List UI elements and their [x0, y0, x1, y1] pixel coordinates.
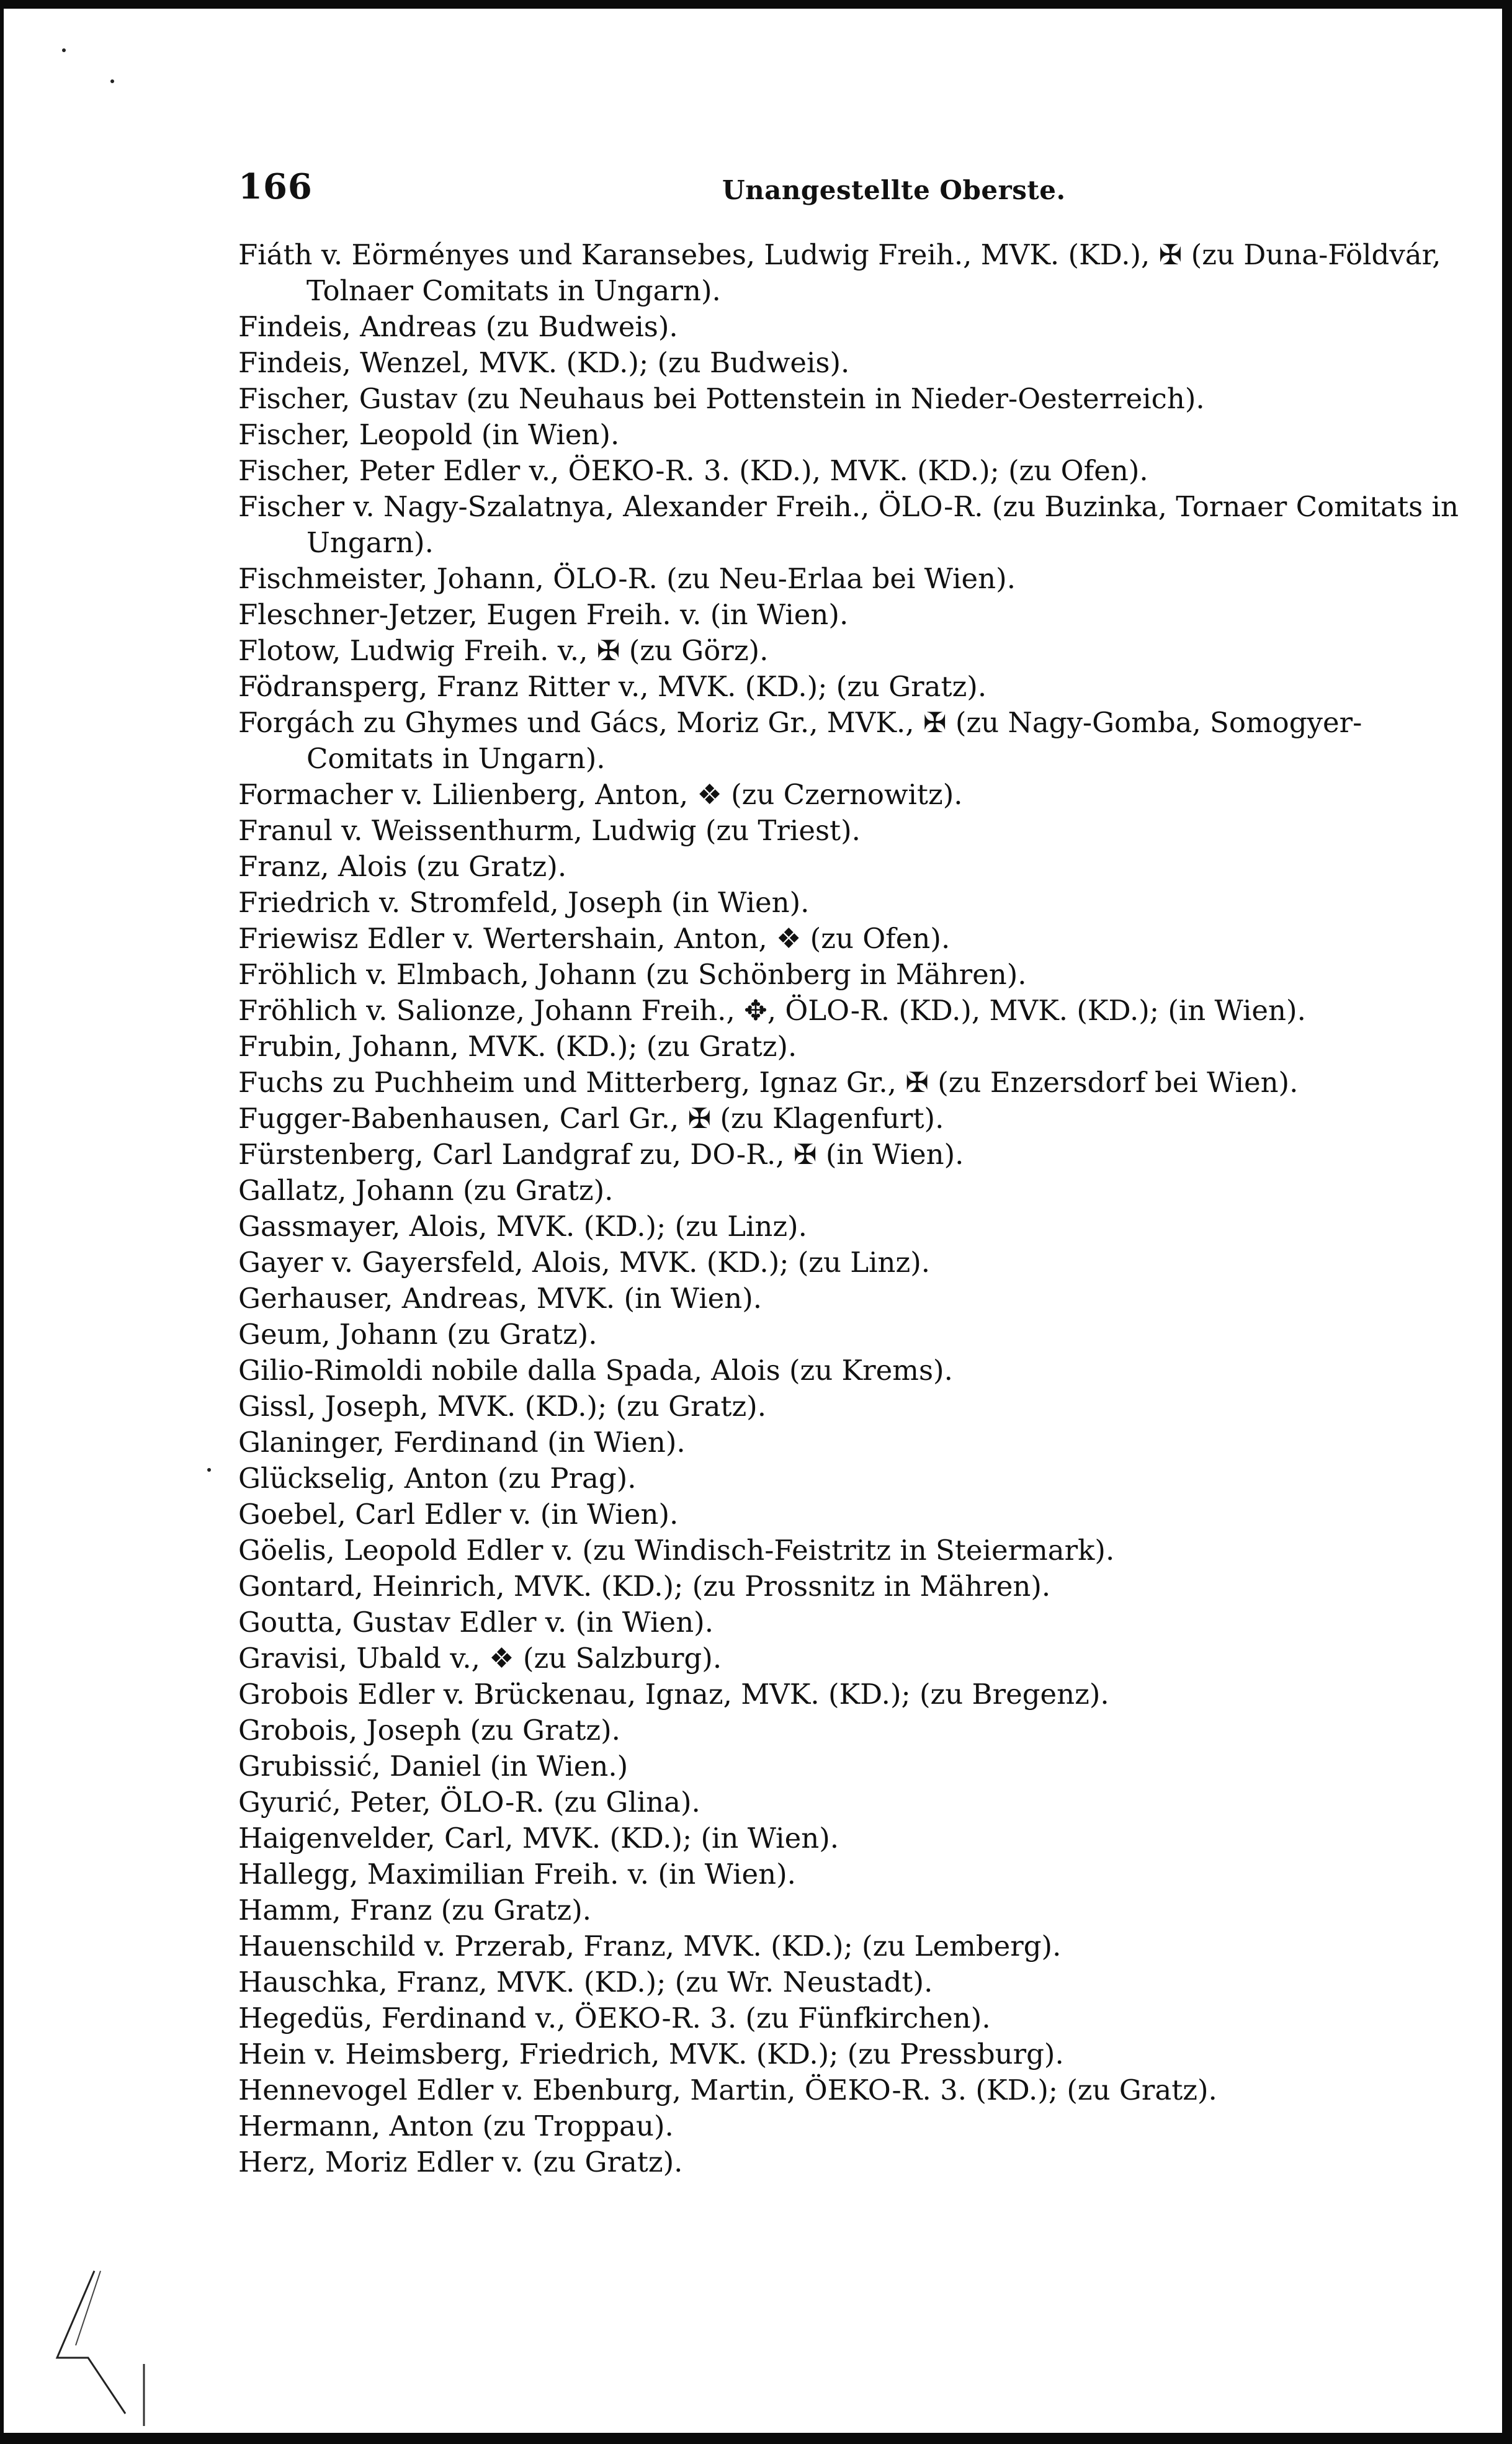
- list-item: Grubissić, Daniel (in Wien.): [238, 1750, 629, 1783]
- page-number: 166: [238, 166, 313, 207]
- list-item: Geum, Johann (zu Gratz).: [238, 1318, 597, 1351]
- list-item: Fröhlich v. Elmbach, Johann (zu Schönberg in Mähren).: [238, 958, 1027, 991]
- list-item: Grobois Edler v. Brückenau, Ignaz, MVK. (KD.); (zu Bregenz).: [238, 1678, 1109, 1711]
- list-item: Hauschka, Franz, MVK. (KD.); (zu Wr. Neustadt).: [238, 1966, 933, 1999]
- speck: [110, 79, 114, 83]
- list-item: Hermann, Anton (zu Troppau).: [238, 2110, 674, 2142]
- list-item: Hegedüs, Ferdinand v., ÖEKO-R. 3. (zu Fünfkirchen).: [238, 2002, 991, 2034]
- list-item: Hennevogel Edler v. Ebenburg, Martin, ÖEKO-R. 3. (KD.); (zu Gratz).: [238, 2074, 1217, 2106]
- list-item: Haigenvelder, Carl, MVK. (KD.); (in Wien).: [238, 1822, 839, 1855]
- list-item: Fröhlich v. Salionze, Johann Freih., ✥, ÖLO-R. (KD.), MVK. (KD.); (in Wien).: [238, 994, 1306, 1027]
- list-item: Findeis, Andreas (zu Budweis).: [238, 310, 678, 343]
- list-item: Glückselig, Anton (zu Prag).: [238, 1462, 637, 1495]
- list-item: Gallatz, Johann (zu Gratz).: [238, 1174, 614, 1207]
- list-item: Friewisz Edler v. Wertershain, Anton, ❖ (zu Ofen).: [238, 922, 951, 955]
- list-item: Gayer v. Gayersfeld, Alois, MVK. (KD.); (zu Linz).: [238, 1246, 931, 1279]
- list-item: Gassmayer, Alois, MVK. (KD.); (zu Linz).: [238, 1210, 807, 1243]
- list-item: Fuchs zu Puchheim und Mitterberg, Ignaz Gr., ✠ (zu Enzersdorf bei Wien).: [238, 1066, 1299, 1099]
- list-item: Fischmeister, Johann, ÖLO-R. (zu Neu-Erlaa bei Wien).: [238, 562, 1016, 595]
- list-item: Herz, Moriz Edler v. (zu Gratz).: [238, 2146, 683, 2178]
- list-item: Findeis, Wenzel, MVK. (KD.); (zu Budweis).: [238, 346, 850, 379]
- list-item: Friedrich v. Stromfeld, Joseph (in Wien).: [238, 886, 810, 919]
- list-item: Forgách zu Ghymes und Gács, Moriz Gr., MVK., ✠ (zu Nagy-Gomba, Somogyer-Comitats in Ungarn).: [238, 706, 1362, 775]
- list-item: Fischer, Gustav (zu Neuhaus bei Pottenstein in Nieder-Oesterreich).: [238, 382, 1205, 415]
- list-item: Hein v. Heimsberg, Friedrich, MVK. (KD.); (zu Pressburg).: [238, 2038, 1064, 2070]
- book-page: [186, 0, 1464, 2444]
- list-item: Formacher v. Lilienberg, Anton, ❖ (zu Czernowitz).: [238, 778, 963, 811]
- running-title: Unangestellte Oberste.: [722, 175, 1066, 205]
- list-item: Franz, Alois (zu Gratz).: [238, 850, 567, 883]
- list-item: Franul v. Weissenthurm, Ludwig (zu Triest).: [238, 814, 861, 847]
- list-item: Gyurić, Peter, ÖLO-R. (zu Glina).: [238, 1786, 700, 1819]
- list-item: Goebel, Carl Edler v. (in Wien).: [238, 1498, 679, 1531]
- list-item: Fugger-Babenhausen, Carl Gr., ✠ (zu Klagenfurt).: [238, 1102, 944, 1135]
- list-item: Göelis, Leopold Edler v. (zu Windisch-Feistritz in Steiermark).: [238, 1534, 1115, 1567]
- list-item: Fiáth v. Eörményes und Karansebes, Ludwig Freih., MVK. (KD.), ✠ (zu Duna-Földvár, Tolnaer Comitats in Ungarn).: [238, 238, 1441, 307]
- list-item: Glaninger, Ferdinand (in Wien).: [238, 1426, 686, 1459]
- list-item: Flotow, Ludwig Freih. v., ✠ (zu Görz).: [238, 634, 769, 667]
- list-item: Frubin, Johann, MVK. (KD.); (zu Gratz).: [238, 1030, 797, 1063]
- list-item: Gerhauser, Andreas, MVK. (in Wien).: [238, 1282, 763, 1315]
- list-item: Födransperg, Franz Ritter v., MVK. (KD.); (zu Gratz).: [238, 670, 987, 703]
- entry-list: [238, 237, 1467, 2180]
- list-item: Gravisi, Ubald v., ❖ (zu Salzburg).: [238, 1642, 722, 1675]
- list-item: Gilio-Rimoldi nobile dalla Spada, Alois (zu Krems).: [238, 1354, 953, 1387]
- list-item: Grobois, Joseph (zu Gratz).: [238, 1714, 620, 1747]
- list-item: Fischer v. Nagy-Szalatnya, Alexander Freih., ÖLO-R. (zu Buzinka, Tornaer Comitats in Ungarn).: [238, 490, 1459, 559]
- list-item: Gissl, Joseph, MVK. (KD.); (zu Gratz).: [238, 1390, 767, 1423]
- list-item: Fürstenberg, Carl Landgraf zu, DO-R., ✠ (in Wien).: [238, 1138, 964, 1171]
- list-item: Hauenschild v. Przerab, Franz, MVK. (KD.); (zu Lemberg).: [238, 1930, 1062, 1963]
- list-item: Hallegg, Maximilian Freih. v. (in Wien).: [238, 1858, 796, 1891]
- list-item: Fleschner-Jetzer, Eugen Freih. v. (in Wien).: [238, 598, 849, 631]
- speck: [62, 48, 66, 52]
- list-item: Gontard, Heinrich, MVK. (KD.); (zu Prossnitz in Mähren).: [238, 1570, 1051, 1603]
- list-item: Fischer, Peter Edler v., ÖEKO-R. 3. (KD.), MVK. (KD.); (zu Ofen).: [238, 454, 1148, 487]
- page-edge-mark: [51, 2265, 150, 2438]
- list-item: Fischer, Leopold (in Wien).: [238, 418, 620, 451]
- list-item: Goutta, Gustav Edler v. (in Wien).: [238, 1606, 714, 1639]
- list-item: Hamm, Franz (zu Gratz).: [238, 1894, 592, 1927]
- page-header: [238, 166, 1467, 210]
